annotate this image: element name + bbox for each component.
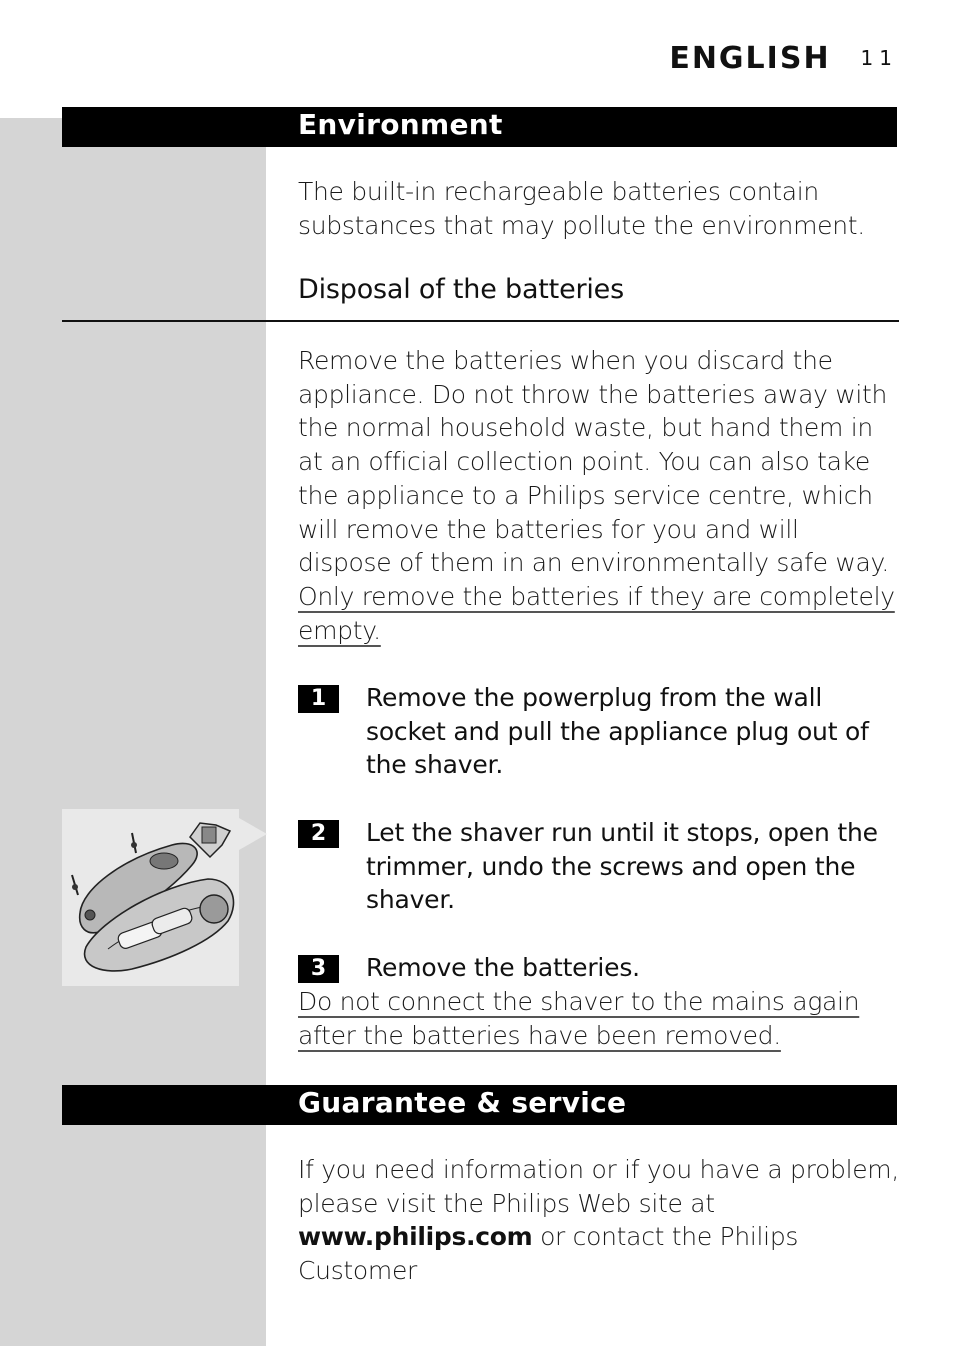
subheading-disposal: Disposal of the batteries [298, 274, 624, 305]
divider-rule [62, 320, 899, 322]
shaver-opened-illustration [62, 809, 239, 986]
language-label: ENGLISH [669, 40, 831, 76]
step-text: Let the shaver run until it stops, open the trimmer, undo the screws and open the shaver. [366, 818, 878, 915]
section-bar-guarantee [62, 1085, 897, 1125]
step-number-badge: 1 [298, 685, 339, 713]
section-bar-environment [62, 107, 897, 147]
disposal-body: Remove the batteries when you discard the appliance. Do not throw the batteries away with the normal household waste, but hand them in at an official collection point. You can also take the appliance to a Philips service centre, which will remove the batteries for you and will dispose of them in an environmentally safe way. [298, 346, 890, 578]
guarantee-text-before: If you need information or if you have a problem, please visit the Philips Web site at [298, 1155, 899, 1218]
step-text: Remove the powerplug from the wall socket and pull the appliance plug out of the shaver. [366, 683, 869, 780]
guarantee-body [298, 1153, 903, 1288]
philips-website-link[interactable]: www.philips.com [298, 1222, 533, 1252]
step-number-badge: 2 [298, 820, 339, 848]
section-title-environment: Environment [298, 108, 503, 141]
after-steps-note [298, 985, 898, 1052]
step-number-badge: 3 [298, 955, 339, 983]
section-title-guarantee: Guarantee & service [298, 1086, 627, 1119]
page-number: 11 [860, 46, 898, 70]
disposal-note-text: Only remove the batteries if they are completely empty. [298, 582, 895, 645]
page-header [669, 38, 898, 78]
environment-intro: The built-in rechargeable batteries contain substances that may pollute the environment. [298, 177, 865, 240]
disposal-note [298, 580, 898, 647]
shaver-illustration-svg [62, 809, 239, 986]
figure-pointer-arrow [239, 818, 267, 850]
after-steps-note-text: Do not connect the shaver to the mains again after the batteries have been removed. [298, 987, 860, 1050]
step-text: Remove the batteries. [366, 953, 640, 982]
margin-gray-band [0, 118, 266, 1346]
guarantee-text-after: or contact the Philips Customer [298, 1222, 799, 1286]
